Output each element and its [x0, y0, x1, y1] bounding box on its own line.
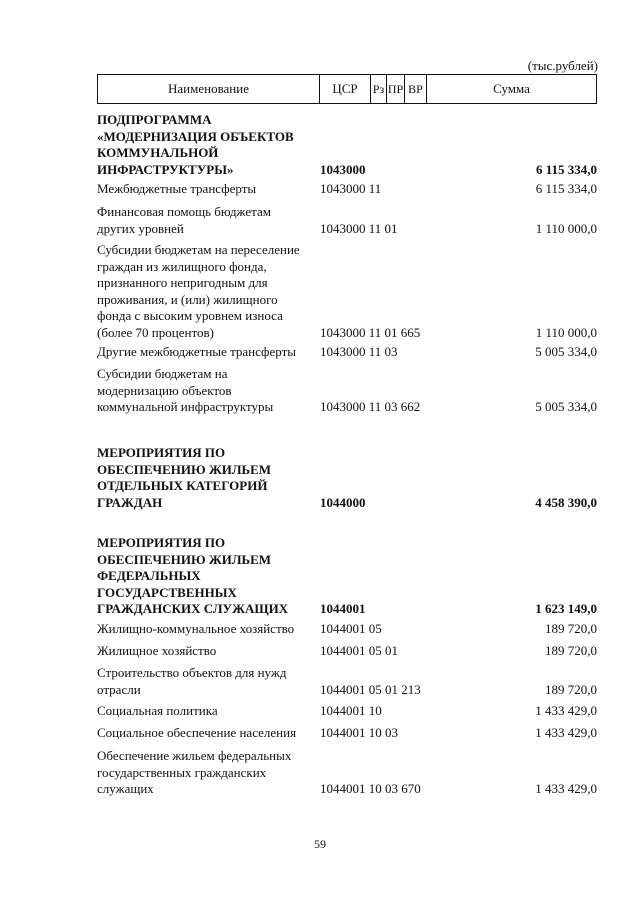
row-sum: 5 005 334,0 — [535, 399, 597, 414]
row-code: 1044001 10 03 670 — [320, 781, 421, 796]
row-name-line: Социальное обеспечение населения — [97, 725, 297, 740]
row-name-line: других уровней — [97, 220, 184, 236]
table-row — [0, 445, 640, 511]
row-name-line: государственных гражданских — [97, 764, 267, 780]
row-name-line: ОТДЕЛЬНЫХ КАТЕГОРИЙ — [97, 478, 268, 493]
row-name-line: Субсидии бюджетам на переселение — [97, 242, 300, 257]
row-code: 1044001 10 03 — [320, 725, 398, 740]
table-row — [0, 665, 640, 698]
row-code: 1044001 05 01 213 — [320, 681, 421, 697]
row-name-line: Строительство объектов для нужд — [97, 665, 287, 680]
row-name-line: Жилищное хозяйство — [97, 643, 217, 658]
header-rz: Рз — [371, 75, 387, 103]
row-name — [97, 643, 319, 660]
row-name-line: ПОДПРОГРАММА — [97, 112, 212, 127]
row-name-line: ФЕДЕРАЛЬНЫХ — [97, 568, 201, 583]
table-row — [0, 535, 640, 618]
table-row — [0, 242, 640, 341]
row-name — [97, 181, 319, 198]
row-name-line: Субсидии бюджетам на — [97, 366, 228, 381]
row-name-line: Обеспечение жильем федеральных — [97, 748, 292, 763]
units-label: (тыс.рублей) — [527, 58, 598, 73]
row-sum: 4 458 390,0 — [535, 494, 597, 510]
row-sum: 1 110 000,0 — [535, 324, 597, 340]
row-code: 1043000 11 03 662 — [320, 399, 421, 414]
table-row — [0, 181, 640, 198]
row-code: 1043000 — [320, 161, 366, 177]
row-name-line: ГРАЖДАН — [97, 494, 163, 510]
row-name — [97, 366, 319, 416]
table-row — [0, 344, 640, 361]
row-name — [97, 535, 319, 618]
table-row — [0, 366, 640, 416]
table-row — [0, 643, 640, 660]
row-sum: 189 720,0 — [545, 681, 597, 697]
row-name-line: граждан из жилищного фонда, — [97, 258, 267, 274]
row-name-line: ГОСУДАРСТВЕННЫХ — [97, 584, 237, 600]
row-name — [97, 242, 319, 341]
row-name-line: КОММУНАЛЬНОЙ — [97, 145, 219, 160]
table-row — [0, 725, 640, 742]
row-name-line: Межбюджетные трансферты — [97, 181, 257, 196]
table-row — [0, 621, 640, 638]
row-name — [97, 344, 319, 361]
row-sum: 1 433 429,0 — [535, 703, 597, 718]
row-name-line: МЕРОПРИЯТИЯ ПО — [97, 535, 226, 550]
row-name-line: модернизацию объектов — [97, 382, 232, 398]
row-code: 1044001 10 — [320, 703, 382, 718]
row-sum: 1 433 429,0 — [535, 781, 597, 796]
row-code: 1043000 11 03 — [320, 344, 398, 359]
row-code: 1044001 05 01 — [320, 643, 398, 658]
header-sum: Сумма — [493, 81, 530, 96]
row-name-line: ОБЕСПЕЧЕНИЮ ЖИЛЬЕМ — [97, 551, 272, 567]
table-row — [0, 112, 640, 178]
row-sum: 6 115 334,0 — [535, 161, 597, 177]
row-sum: 1 623 149,0 — [535, 601, 597, 616]
row-name-line: «МОДЕРНИЗАЦИЯ ОБЪЕКТОВ — [97, 128, 294, 144]
page-number: 59 — [314, 837, 326, 851]
row-name — [97, 665, 319, 698]
header-csr: ЦСР — [320, 75, 371, 103]
table-row — [0, 204, 640, 237]
row-code: 1044001 — [320, 601, 366, 616]
header-name: Наименование — [98, 75, 320, 103]
row-name-line: Финансовая помощь бюджетам — [97, 204, 271, 219]
row-name — [97, 112, 319, 178]
row-sum: 1 433 429,0 — [535, 725, 597, 740]
row-name — [97, 621, 319, 638]
row-sum: 189 720,0 — [545, 643, 597, 658]
row-name-line: Социальная политика — [97, 703, 218, 718]
row-sum: 5 005 334,0 — [535, 344, 597, 359]
row-name-line: коммунальной инфраструктуры — [97, 399, 274, 414]
table-row — [0, 703, 640, 720]
row-name-line: Другие межбюджетные трансферты — [97, 344, 296, 359]
row-name — [97, 204, 319, 237]
row-sum: 6 115 334,0 — [535, 181, 597, 196]
row-name-line: ИНФРАСТРУКТУРЫ» — [97, 161, 234, 177]
row-name-line: Жилищно-коммунальное хозяйство — [97, 621, 295, 636]
table-row — [0, 748, 640, 798]
header-vr: ВР — [405, 75, 427, 103]
row-code: 1043000 11 01 665 — [320, 324, 421, 340]
row-code: 1044001 05 — [320, 621, 382, 636]
row-name-line: отрасли — [97, 681, 141, 697]
row-name-line: (более 70 процентов) — [97, 324, 214, 340]
row-name — [97, 725, 319, 742]
row-name-line: служащих — [97, 781, 154, 796]
row-name — [97, 703, 319, 720]
row-code: 1043000 11 01 — [320, 220, 398, 236]
row-code: 1044000 — [320, 494, 366, 510]
header-pr: ПР — [387, 75, 405, 103]
row-name-line: проживания, и (или) жилищного — [97, 291, 278, 307]
row-code: 1043000 11 — [320, 181, 382, 196]
row-name-line: ГРАЖДАНСКИХ СЛУЖАЩИХ — [97, 601, 289, 616]
row-sum: 189 720,0 — [545, 621, 597, 636]
row-name-line: МЕРОПРИЯТИЯ ПО — [97, 445, 226, 460]
row-name-line: фонда с высоким уровнем износа — [97, 308, 283, 323]
row-name-line: ОБЕСПЕЧЕНИЮ ЖИЛЬЕМ — [97, 461, 272, 477]
row-sum: 1 110 000,0 — [535, 220, 597, 236]
row-name — [97, 445, 319, 511]
row-name-line: признанного непригодным для — [97, 275, 268, 290]
row-name — [97, 748, 319, 798]
